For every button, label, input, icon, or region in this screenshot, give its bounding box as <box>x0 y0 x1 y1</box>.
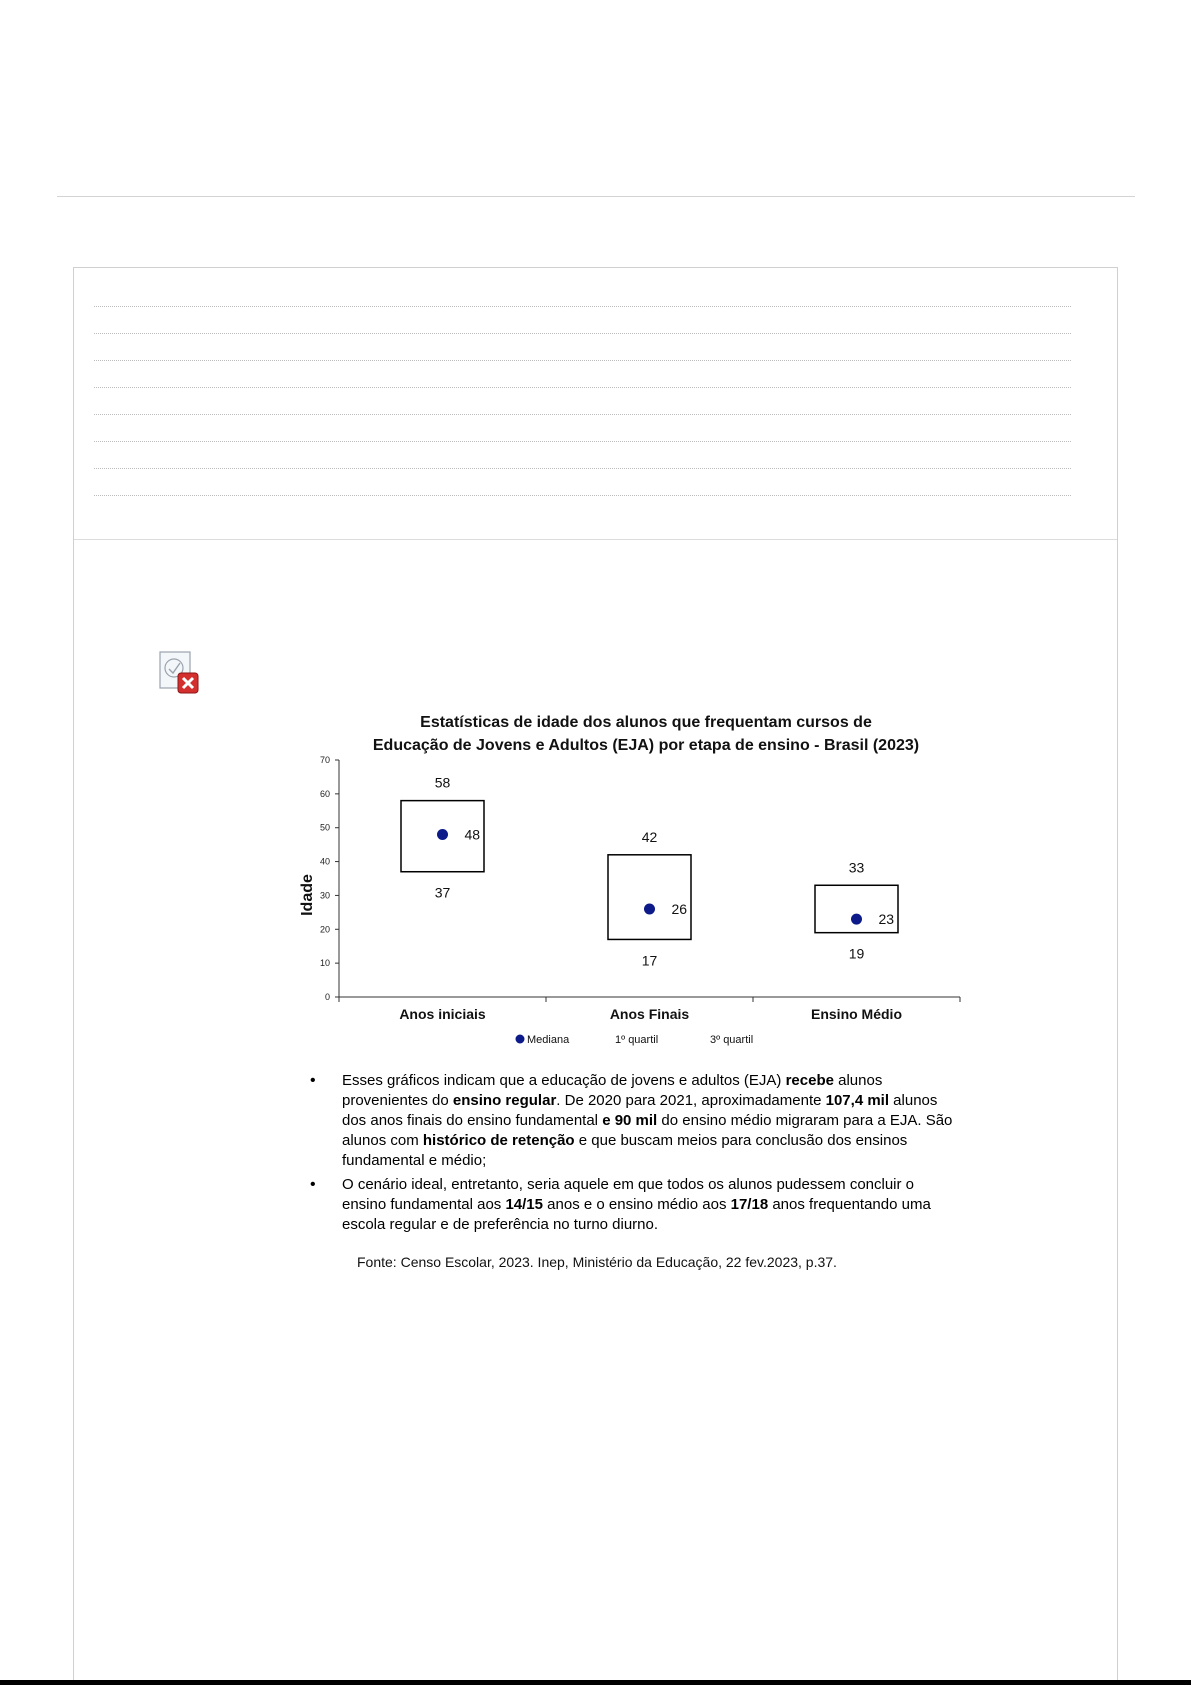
note-text: anos frequentando uma escola regular e de preferência no turno diurno. <box>342 1196 931 1233</box>
answer-line[interactable] <box>94 333 1071 334</box>
answer-area <box>74 268 1117 540</box>
legend-median-label: Mediana <box>527 1034 570 1046</box>
y-tick-label: 30 <box>319 890 330 901</box>
q1-label: 17 <box>641 952 658 969</box>
median-label: 26 <box>671 900 688 917</box>
answer-line[interactable] <box>94 468 1071 469</box>
answer-line[interactable] <box>94 306 1071 307</box>
answer-line[interactable] <box>94 495 1071 496</box>
median-label: 23 <box>878 911 895 928</box>
age-statistics-chart <box>280 705 980 1060</box>
y-tick-label: 0 <box>324 992 330 1002</box>
y-tick-label: 60 <box>319 788 330 799</box>
note-text: alunos dos anos finais do ensino fundamental <box>342 1092 938 1129</box>
legend-q1-label: 1º quartil <box>615 1034 659 1046</box>
legend-q3-label: 3º quartil <box>710 1034 754 1046</box>
y-tick-label: 40 <box>319 856 330 867</box>
note-item <box>310 1071 960 1171</box>
median-point <box>437 829 448 840</box>
answer-line[interactable] <box>94 387 1071 388</box>
y-axis-label: Idade <box>299 874 316 916</box>
bullet-icon: • <box>310 1176 316 1193</box>
note-emphasis: 17/18 <box>730 1196 769 1213</box>
note-emphasis: 14/15 <box>505 1196 543 1213</box>
header-divider <box>57 196 1135 197</box>
x-tick-label: Ensino Médio <box>811 1006 902 1022</box>
note-emphasis: 107,4 mil <box>825 1092 890 1109</box>
answer-line[interactable] <box>94 360 1071 361</box>
note-text: alunos provenientes do <box>342 1072 883 1109</box>
q1-label: 37 <box>434 884 451 901</box>
chart-title-line-2: Educação de Jovens e Adultos (EJA) por etapa de ensino - Brasil (2023) <box>372 737 920 754</box>
note-text: e que buscam meios para conclusão dos ensinos fundamental e médio; <box>342 1132 908 1169</box>
legend-median-marker <box>516 1035 525 1044</box>
y-tick-label: 20 <box>319 924 330 935</box>
median-point <box>644 903 655 914</box>
median-label: 48 <box>464 826 481 843</box>
median-point <box>851 914 862 925</box>
chart-title-line-1: Estatísticas de idade dos alunos que frequentam cursos de <box>420 714 872 731</box>
source-note: Fonte: Censo Escolar, 2023. Inep, Ministério da Educação, 22 fev.2023, p.37. <box>357 1254 837 1270</box>
q3-label: 33 <box>848 859 865 876</box>
q3-label: 58 <box>434 774 451 791</box>
x-tick-label: Anos Finais <box>609 1006 690 1022</box>
quartile-box <box>608 855 691 940</box>
y-tick-label: 70 <box>319 755 330 765</box>
note-emphasis: ensino regular <box>452 1092 557 1109</box>
y-tick-label: 10 <box>319 958 330 969</box>
x-tick-label: Anos iniciais <box>399 1006 486 1022</box>
note-text: O cenário ideal, entretanto, seria aquele em que todos os alunos pudessem concluir o ensino fundamental aos <box>342 1176 915 1213</box>
note-text: do ensino médio migraram para a EJA. São alunos com <box>342 1112 953 1149</box>
note-emphasis: histórico de retenção <box>422 1132 575 1149</box>
note-text: Esses gráficos indicam que a educação de jovens e adultos (EJA) <box>342 1072 786 1089</box>
answer-line[interactable] <box>94 441 1071 442</box>
y-tick-label: 50 <box>319 822 330 833</box>
bullet-icon: • <box>310 1072 316 1089</box>
answer-line[interactable] <box>94 414 1071 415</box>
note-emphasis: recebe <box>785 1072 834 1089</box>
note-item <box>310 1175 960 1235</box>
note-emphasis: e 90 mil <box>602 1112 658 1129</box>
note-text: anos e o ensino médio aos <box>543 1196 731 1213</box>
chart-notes <box>310 1071 960 1239</box>
page-bottom-edge <box>0 1680 1191 1685</box>
q1-label: 19 <box>848 945 865 962</box>
q3-label: 42 <box>641 828 658 845</box>
broken-image-icon <box>158 651 202 695</box>
note-text: . De 2020 para 2021, aproximadamente <box>556 1092 826 1109</box>
